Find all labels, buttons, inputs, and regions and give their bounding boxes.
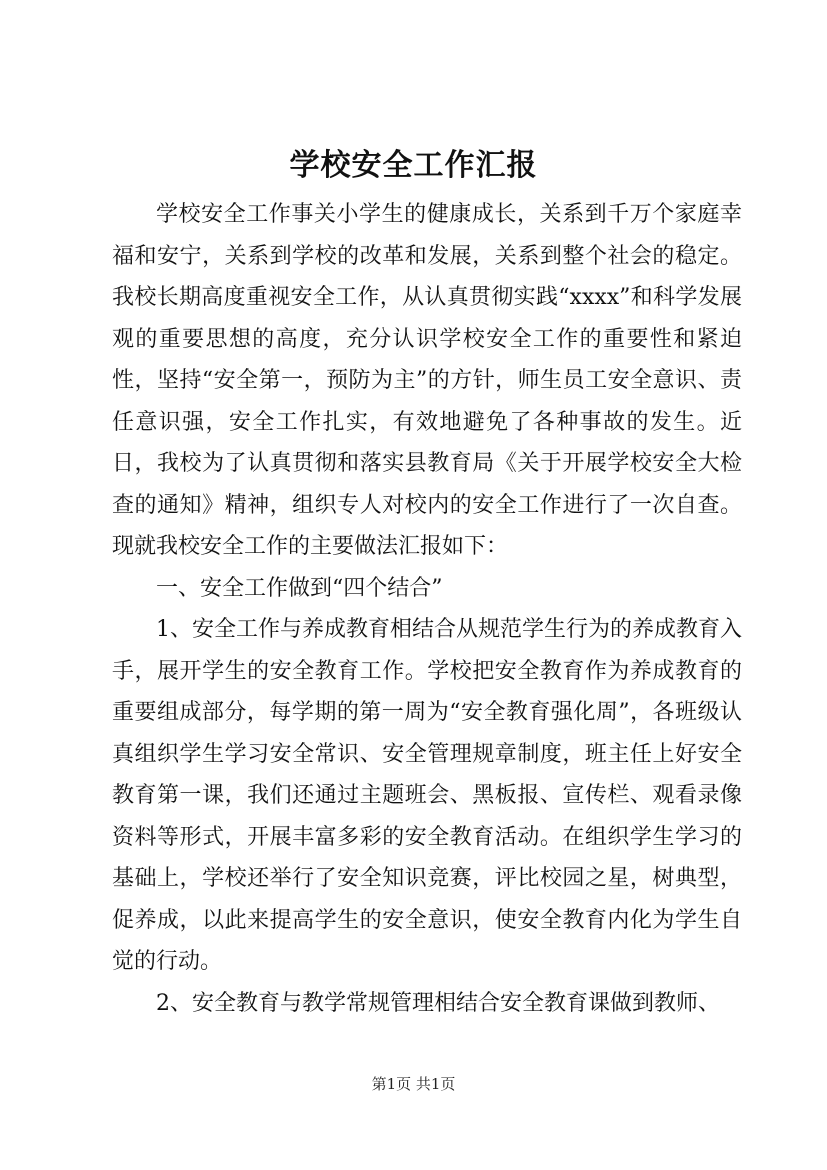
paragraph-item-2: 2、安全教育与教学常规管理相结合安全教育课做到教师、: [156, 990, 720, 1016]
document-body: [112, 194, 742, 1024]
page-footer: 第1页 共1页: [371, 1075, 456, 1093]
paragraph-item-1: 1、安全工作与养成教育相结合从规范学生行为的养成教育入手，展开学生的安全教育工作。学校把安全教育作为养成教育的重要组成部分，每学期的第一周为“安全教育强化周”，各班级认真组织学生学习安全常识、安全管理规章制度，班主任上好安全教育第一课，我们还通过主题班会、黑板报、宣传栏、观看录像资料等形式，开展丰富多彩的安全教育活动。在组织学生学习的基础上，学校还举行了安全知识竞赛，评比校园之星，树典型，促养成，以此来提高学生的安全意识，使安全教育内化为学生自觉的行动。: [112, 617, 742, 974]
paragraph-intro: 学校安全工作事关小学生的健康成长，关系到千万个家庭幸福和安宁，关系到学校的改革和发展，关系到整个社会的稳定。我校长期高度重视安全工作，从认真贯彻实践“xxxx”和科学发展观的重要思想的高度，充分认识学校安全工作的重要性和紧迫性，坚持“安全第一，预防为主”的方针，师生员工安全意识、责任意识强，安全工作扎实，有效地避免了各种事故的发生。近日，我校为了认真贯彻和落实县教育局《关于开展学校安全大检查的通知》精神，组织专人对校内的安全工作进行了一次自查。现就我校安全工作的主要做法汇报如下：: [112, 202, 742, 559]
document-title: 学校安全工作汇报: [289, 148, 538, 183]
section-heading: 一、安全工作做到“四个结合”: [156, 575, 443, 601]
